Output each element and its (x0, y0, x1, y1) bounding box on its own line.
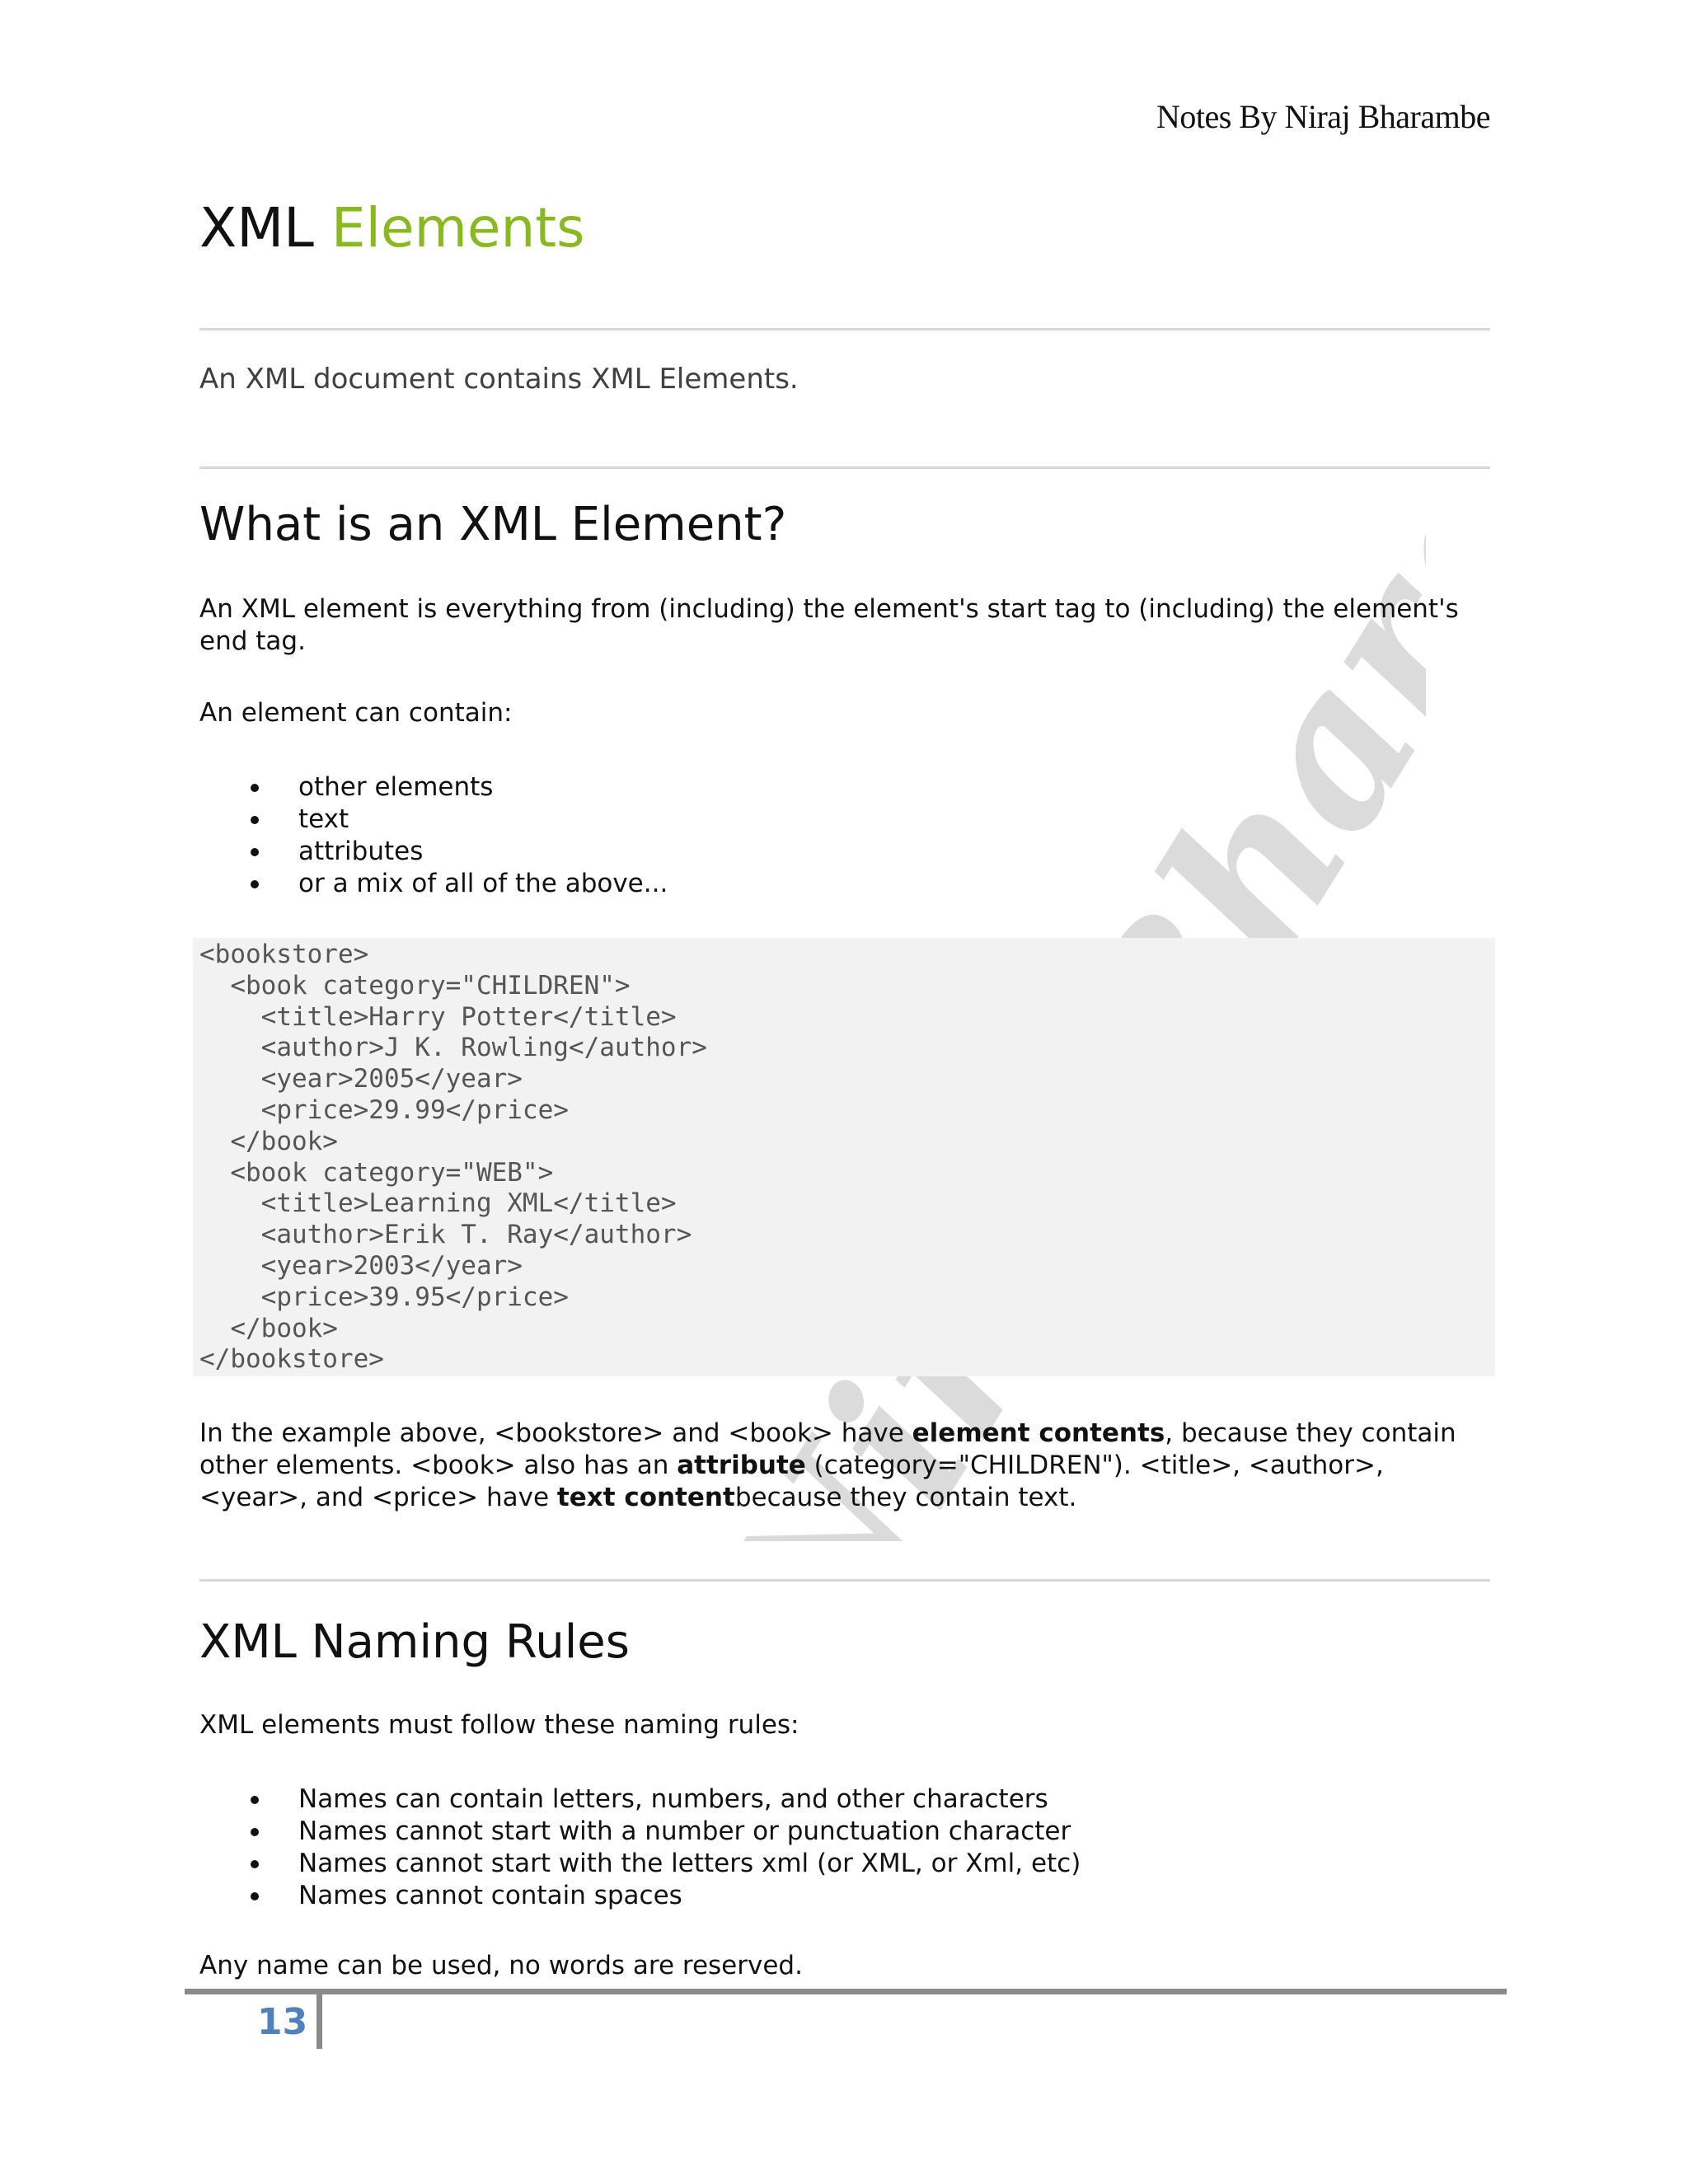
list-item: Names cannot contain spaces (199, 1880, 1081, 1912)
bullet-icon (251, 1892, 259, 1900)
list-item: or a mix of all of the above... (199, 868, 668, 900)
explanation-paragraph: In the example above, <bookstore> and <book> have element contents, because they contain other elements. <book> also has an attribute (category="CHILDREN"). <title>, <author>, <year>, and <price> have text contentbecause they contain text. (199, 1418, 1456, 1512)
code-line: <year>2005</year> (199, 1064, 523, 1094)
closing-text: Any name can be used, no words are reserved. (199, 1951, 803, 1980)
code-line: <title>Learning XML</title> (199, 1188, 677, 1219)
naming-rules-list (199, 1783, 1081, 1912)
code-line: <author>Erik T. Ray</author> (199, 1220, 692, 1250)
intro-text: An XML document contains XML Elements. (199, 363, 799, 396)
section-heading: XML Naming Rules (199, 1615, 630, 1669)
code-line: </book> (199, 1313, 338, 1343)
code-block (199, 940, 707, 1376)
code-line: <price>29.99</price> (199, 1094, 569, 1125)
code-line: <year>2003</year> (199, 1250, 523, 1281)
bold-term: element contents (912, 1418, 1165, 1448)
list-item: attributes (199, 836, 668, 868)
contain-list (199, 771, 668, 900)
bullet-icon (251, 1860, 259, 1868)
list-item: other elements (199, 771, 668, 804)
bullet-icon (251, 816, 259, 824)
bullet-icon (251, 784, 259, 792)
definition-paragraph: An XML element is everything from (including) the element's start tag to (including) the element's end tag. (199, 594, 1459, 656)
code-line: <author>J K. Rowling</author> (199, 1033, 707, 1063)
list-item: Names can contain letters, numbers, and other characters (199, 1783, 1081, 1816)
bullet-icon (251, 848, 259, 856)
footer-rule (185, 1989, 1507, 1994)
naming-rules-lead: XML elements must follow these naming rules: (199, 1710, 799, 1740)
bullet-icon (251, 1796, 259, 1804)
bold-term: attribute (677, 1451, 806, 1480)
list-item: text (199, 804, 668, 836)
divider (199, 466, 1490, 469)
page-title-accent: Elements (331, 196, 585, 260)
bullet-icon (251, 1828, 259, 1836)
code-line: <bookstore> (199, 940, 369, 969)
bullet-icon (251, 880, 259, 888)
code-line: <title>Harry Potter</title> (199, 1001, 677, 1032)
list-item: Names cannot start with a number or punctuation character (199, 1816, 1081, 1848)
author-note: Notes By Niraj Bharambe (1156, 98, 1490, 135)
code-line: <book category="CHILDREN"> (199, 970, 631, 1001)
page-number: 13 (257, 2001, 308, 2043)
page-title (199, 196, 585, 260)
code-line: <book category="WEB"> (199, 1157, 554, 1188)
list-item: Names cannot start with the letters xml (or XML, or Xml, etc) (199, 1848, 1081, 1880)
code-line: </book> (199, 1126, 338, 1156)
divider (199, 328, 1490, 330)
page-title-prefix: XML (199, 196, 314, 260)
code-line: <price>39.95</price> (199, 1282, 569, 1312)
page-number-divider (316, 1994, 322, 2049)
can-contain-text: An element can contain: (199, 698, 513, 728)
section-heading: What is an XML Element? (199, 498, 787, 551)
bold-term: text content (556, 1483, 735, 1512)
code-line: </bookstore> (199, 1344, 384, 1375)
divider (199, 1579, 1490, 1582)
